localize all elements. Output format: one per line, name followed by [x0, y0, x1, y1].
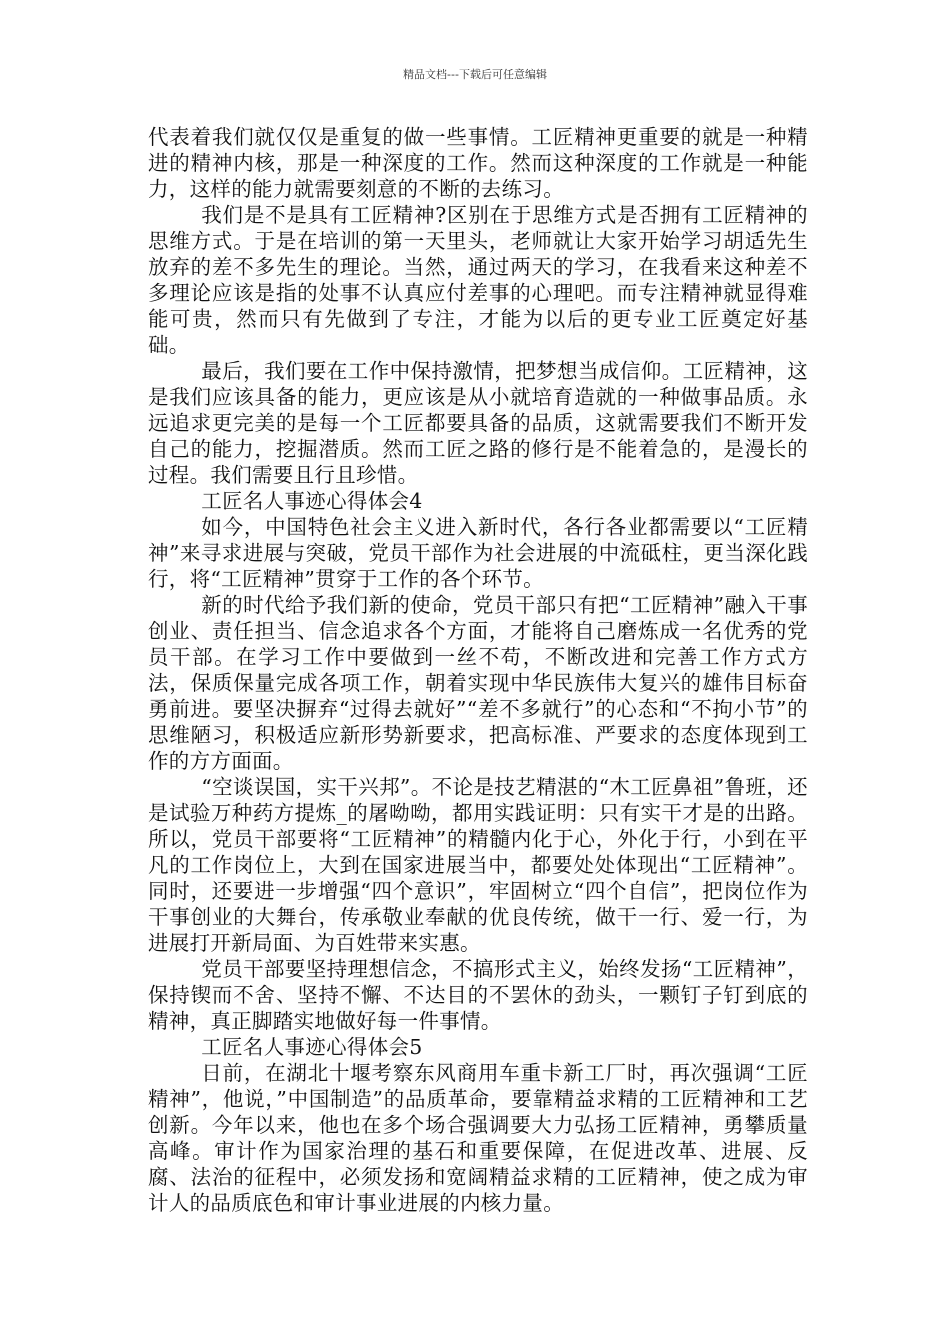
- paragraph: 党员干部要坚持理想信念，不搞形式主义，始终发扬“工匠精神”，保持锲而不舍、坚持不懈、不达目的不罢休的劲头，一颗钉子钉到底的精神，真正脚踏实地做好每一件事情。: [148, 957, 808, 1033]
- page-header: 精品文档---下载后可任意编辑: [403, 68, 547, 81]
- section-heading: 工匠名人事迹心得体会5: [201, 1035, 423, 1059]
- document-body: [148, 124, 808, 1216]
- paragraph: 日前，在湖北十堰考察东风商用车重卡新工厂时，再次强调“工匠精神”，他说，”中国制造”的品质革命，要靠精益求精的工匠精神和工艺创新。今年以来，他也在多个场合强调要大力弘扬工匠精神，勇攀质量高峰。审计作为国家治理的基石和重要保障，在促进改革、进展、反腐、法治的征程中，必须发扬和宽阔精益求精的工匠精神，使之成为审计人的品质底色和审计事业进展的内核力量。: [148, 1061, 808, 1215]
- paragraph: 代表着我们就仅仅是重复的做一些事情。工匠精神更重要的就是一种精进的精神内核，那是一种深度的工作。然而这种深度的工作就是一种能力，这样的能力就需要刻意的不断的去练习。: [148, 125, 808, 201]
- paragraph: 我们是不是具有工匠精神?区别在于思维方式是否拥有工匠精神的思维方式。于是在培训的第一天里头，老师就让大家开始学习胡适先生放弃的差不多先生的理论。当然，通过两天的学习，在我看来这种差不多理论应该是指的处事不认真应付差事的心理吧。而专注精神就显得难能可贵，然而只有先做到了专注，才能为以后的更专业工匠奠定好基础。: [148, 203, 808, 357]
- paragraph: 最后，我们要在工作中保持激情，把梦想当成信仰。工匠精神，这是我们应该具备的能力，更应该是从小就培育造就的一种做事品质。永远追求更完美的是每一个工匠都要具备的品质，这就需要我们不断开发自己的能力，挖掘潜质。然而工匠之路的修行是不能着急的，是漫长的过程。我们需要且行且珍惜。: [148, 359, 808, 487]
- section-heading: 工匠名人事迹心得体会4: [201, 489, 423, 513]
- paragraph: “空谈误国，实干兴邦”。不论是技艺精湛的“木工匠鼻祖”鲁班，还是试验万种药方提炼_的屠呦呦，都用实践证明：只有实干才是的出路。所以，党员干部要将“工匠精神”的精髓内化于心，外化于行，小到在平凡的工作岗位上，大到在国家进展当中，都要处处体现出“工匠精神”。同时，还要进一步增强“四个意识”，牢固树立“四个自信”，把岗位作为干事创业的大舞台，传承敬业奉献的优良传统，做干一行、爱一行，为进展打开新局面、为百姓带来实惠。: [148, 775, 808, 955]
- paragraph: 如今，中国特色社会主义进入新时代，各行各业都需要以“工匠精神”来寻求进展与突破，党员干部作为社会进展的中流砥柱，更当深化践行，将“工匠精神”贯穿于工作的各个环节。: [148, 515, 808, 591]
- paragraph: 新的时代给予我们新的使命，党员干部只有把“工匠精神”融入干事创业、责任担当、信念追求各个方面，才能将自己磨炼成一名优秀的党员干部。在学习工作中要做到一丝不苟，不断改进和完善工作方式方法，保质保量完成各项工作，朝着实现中华民族伟大复兴的雄伟目标奋勇前进。要坚决摒弃“过得去就好”“差不多就行”的心态和“不拘小节”的思维陋习，积极适应新形势新要求，把高标准、严要求的态度体现到工作的方方面面。: [148, 593, 808, 773]
